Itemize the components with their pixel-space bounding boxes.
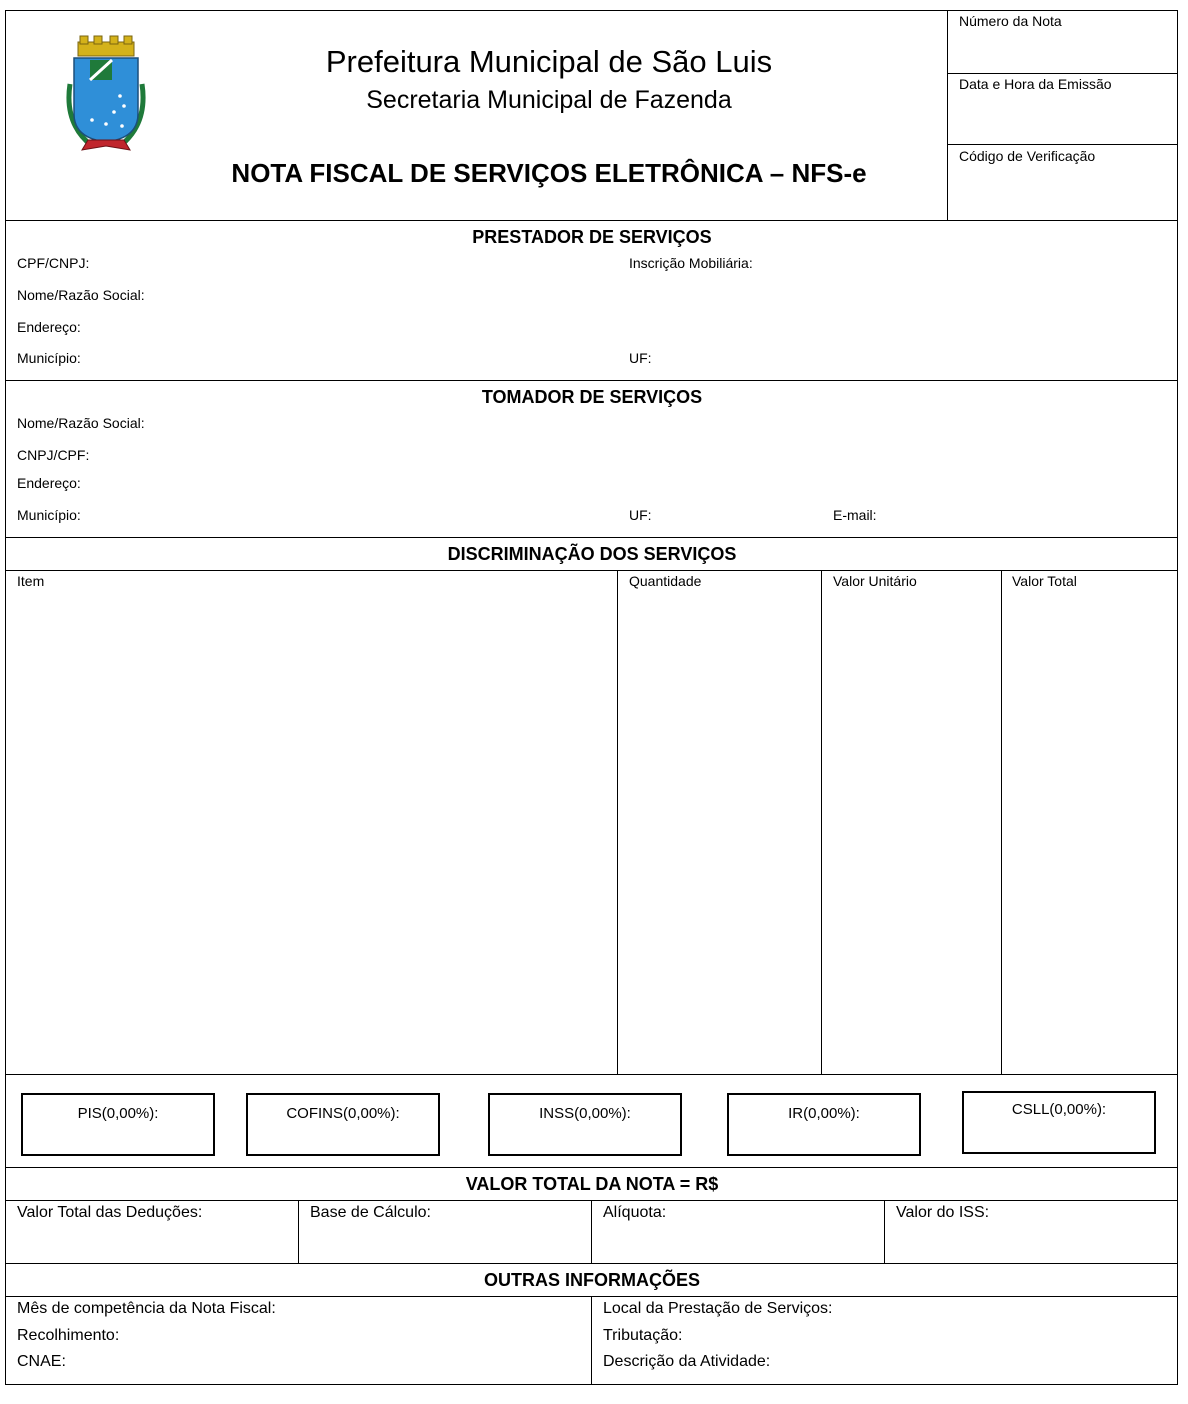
data-hora-label: Data e Hora da Emissão (959, 76, 1112, 92)
cnae-label: CNAE: (17, 1353, 66, 1370)
tomador-municipio-label: Município: (17, 507, 81, 523)
totais-bottom-line (5, 1263, 1178, 1264)
prestador-endereco-label: Endereço: (17, 319, 81, 335)
deducoes-label: Valor Total das Deduções: (17, 1204, 203, 1221)
valor-total-heading: VALOR TOTAL DA NOTA = R$ (465, 1174, 719, 1194)
outras-divider (591, 1296, 592, 1384)
local-prestacao-label: Local da Prestação de Serviços: (603, 1300, 833, 1317)
impostos-bottom-line (5, 1167, 1178, 1168)
prefeitura-title: Prefeitura Municipal de São Luis (325, 44, 773, 79)
header-bottom-line (5, 220, 1178, 221)
codigo-verificacao-label: Código de Verificação (959, 148, 1096, 164)
prestador-municipio-label: Município: (17, 350, 81, 366)
tomador-nome-label: Nome/Razão Social: (17, 415, 145, 431)
prestador-uf-label: UF: (629, 350, 652, 366)
header-right-divider (947, 10, 948, 220)
tomador-uf-label: UF: (629, 507, 652, 523)
outras-heading: OUTRAS INFORMAÇÕES (484, 1270, 700, 1290)
totais-divider-3 (884, 1200, 885, 1263)
servicos-divider-1 (617, 570, 618, 1074)
tomador-email-label: E-mail: (833, 507, 877, 523)
header-right-line-1 (947, 73, 1178, 74)
totais-divider-2 (591, 1200, 592, 1263)
inss-box: INSS(0,00%): (488, 1093, 682, 1156)
tomador-heading: TOMADOR DE SERVIÇOS (481, 387, 703, 407)
tomador-bottom-line (5, 537, 1178, 538)
document-title: NOTA FISCAL DE SERVIÇOS ELETRÔNICA – NFS-e (231, 158, 867, 188)
descricao-atividade-label: Descrição da Atividade: (603, 1353, 771, 1370)
prestador-bottom-line (5, 380, 1178, 381)
servicos-header-line (5, 570, 1178, 571)
column-item: Item (17, 573, 45, 589)
frame-top (5, 10, 1178, 11)
servicos-bottom-line (5, 1074, 1178, 1075)
base-calculo-label: Base de Cálculo: (310, 1204, 431, 1221)
header-right-line-2 (947, 144, 1178, 145)
valor-iss-label: Valor do ISS: (896, 1204, 990, 1221)
mes-competencia-label: Mês de competência da Nota Fiscal: (17, 1300, 276, 1317)
municipal-coat-of-arms (62, 34, 150, 156)
servicos-heading: DISCRIMINAÇÃO DOS SERVIÇOS (447, 544, 737, 564)
tributacao-label: Tributação: (603, 1327, 683, 1344)
cofins-box: COFINS(0,00%): (246, 1093, 440, 1156)
servicos-divider-2 (821, 570, 822, 1074)
tomador-cnpj-cpf-label: CNPJ/CPF: (17, 447, 90, 463)
ir-box: IR(0,00%): (727, 1093, 921, 1156)
aliquota-label: Alíquota: (603, 1204, 667, 1221)
column-valor-unitario: Valor Unitário (833, 573, 917, 589)
prestador-cpf-cnpj-label: CPF/CNPJ: (17, 255, 90, 271)
secretaria-subtitle: Secretaria Municipal de Fazenda (366, 86, 732, 114)
tomador-endereco-label: Endereço: (17, 475, 81, 491)
servicos-divider-3 (1001, 570, 1002, 1074)
frame-bottom (5, 1384, 1178, 1385)
prestador-heading: PRESTADOR DE SERVIÇOS (472, 227, 712, 247)
numero-nota-label: Número da Nota (959, 13, 1062, 29)
totais-divider-1 (298, 1200, 299, 1263)
column-quantidade: Quantidade (629, 573, 702, 589)
prestador-nome-label: Nome/Razão Social: (17, 287, 145, 303)
prestador-inscricao-label: Inscrição Mobiliária: (629, 255, 753, 271)
pis-box: PIS(0,00%): (21, 1093, 215, 1156)
recolhimento-label: Recolhimento: (17, 1327, 120, 1344)
csll-box: CSLL(0,00%): (962, 1091, 1156, 1154)
column-valor-total: Valor Total (1012, 573, 1077, 589)
